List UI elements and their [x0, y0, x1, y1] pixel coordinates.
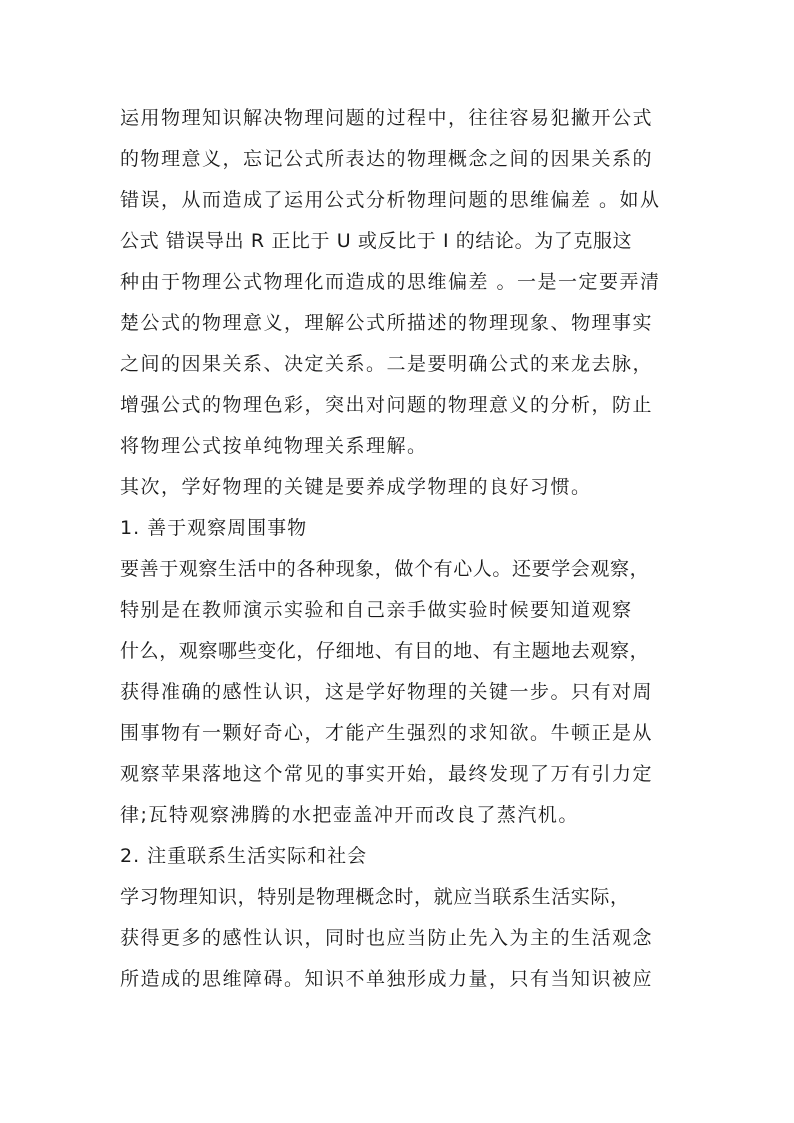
text-line: 种由于物理公式物理化而造成的思维偏差 。一是一定要弄清: [120, 271, 661, 293]
text-line: 楚公式的物理意义，理解公式所描述的物理现象、物理事实: [120, 312, 654, 334]
text-line: 公式 错误导出 R 正比于 U 或反比于 I 的结论。为了克服这: [120, 230, 633, 252]
text-line: 观察苹果落地这个常见的事实开始，最终发现了万有引力定: [120, 763, 654, 785]
text-line: 特别是在教师演示实验和自己亲手做实验时候要知道观察: [120, 599, 633, 621]
text-line: 错误，从而造成了运用公式分析物理问题的思维偏差 。如从: [120, 189, 661, 211]
section-heading: 1. 善于观察周围事物: [120, 517, 308, 539]
text-line: 将物理公式按单纯物理关系理解。: [120, 435, 428, 457]
text-line: 获得准确的感性认识，这是学好物理的关键一步。只有对周: [120, 681, 654, 703]
text-line: 学习物理知识，特别是物理概念时，就应当联系生活实际，: [120, 886, 630, 908]
text-line: 获得更多的感性认识，同时也应当防止先入为主的生活观念: [120, 927, 654, 949]
text-line: 的物理意义，忘记公式所表达的物理概念之间的因果关系的: [120, 148, 654, 170]
text-line: 其次，学好物理的关键是要养成学物理的良好习惯。: [120, 476, 592, 498]
text-line: 要善于观察生活中的各种现象，做个有心人。还要学会观察，: [120, 558, 650, 580]
text-line: 增强公式的物理色彩，突出对问题的物理意义的分析，防止: [120, 394, 654, 416]
text-line: 围事物有一颗好奇心，才能产生强烈的求知欲。牛顿正是从: [120, 722, 654, 744]
text-line: 律;瓦特观察沸腾的水把壶盖冲开而改良了蒸汽机。: [120, 804, 579, 826]
text-line: 什么，观察哪些变化，仔细地、有目的地、有主题地去观察，: [120, 640, 650, 662]
section-heading: 2. 注重联系生活实际和社会: [120, 845, 368, 867]
text-line: 所造成的思维障碍。知识不单独形成力量，只有当知识被应: [120, 968, 654, 990]
text-line: 运用物理知识解决物理问题的过程中，往往容易犯撇开公式: [120, 107, 654, 129]
text-line: 之间的因果关系、决定关系。二是要明确公式的来龙去脉，: [120, 353, 654, 375]
